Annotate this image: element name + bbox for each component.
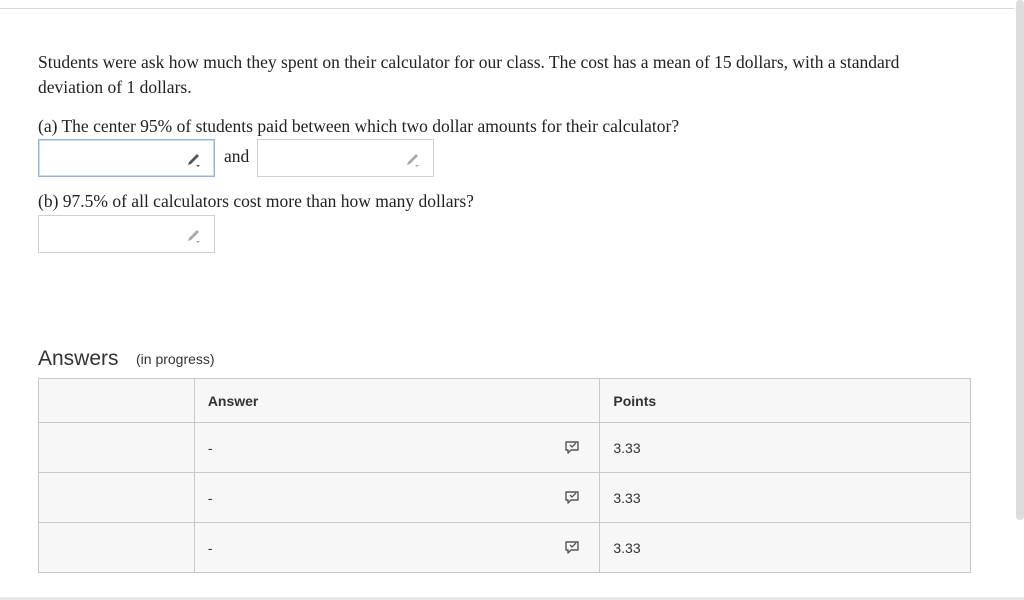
question-part-a: (a) The center 95% of students paid between which two dollar amounts for their calculator? xyxy=(38,116,680,136)
answers-status: (in progress) xyxy=(136,351,215,367)
header-cell-label xyxy=(39,379,195,423)
page-scrollbar[interactable] xyxy=(1016,0,1024,520)
row-answer: - xyxy=(207,439,213,456)
row-answer-cell xyxy=(194,423,600,473)
pencil-icon[interactable] xyxy=(186,151,204,167)
and-label: and xyxy=(224,146,250,166)
answer-b-field[interactable] xyxy=(38,215,215,253)
feedback-icon[interactable] xyxy=(564,489,582,505)
pencil-icon[interactable] xyxy=(405,151,423,167)
question-intro: Students were ask how much they spent on their calculator for our class. The cost has a mean of 15 dollars, with a standard deviation of 1 dollars. xyxy=(38,52,900,97)
row-answer-cell xyxy=(194,473,600,523)
table-row xyxy=(39,473,971,523)
top-divider xyxy=(0,8,1014,9)
row-points: 3.33 xyxy=(600,523,971,573)
header-cell-points: Points xyxy=(600,379,971,423)
question-part-b: (b) 97.5% of all calculators cost more than how many dollars? xyxy=(38,191,474,211)
feedback-icon[interactable] xyxy=(564,439,582,455)
header-cell-answer: Answer xyxy=(194,379,600,423)
row-answer: - xyxy=(207,489,213,506)
answer-a-high-input[interactable] xyxy=(266,141,400,177)
row-label xyxy=(39,423,195,473)
row-points: 3.33 xyxy=(600,423,971,473)
table-row xyxy=(39,523,971,573)
feedback-icon[interactable] xyxy=(564,539,582,555)
answers-table xyxy=(38,378,971,573)
row-label xyxy=(39,473,195,523)
pencil-icon[interactable] xyxy=(186,227,204,243)
table-header-row xyxy=(39,379,971,423)
answer-a-low-input[interactable] xyxy=(47,141,181,177)
row-points: 3.33 xyxy=(600,473,971,523)
row-answer-cell xyxy=(194,523,600,573)
answers-heading: Answers xyxy=(38,347,119,370)
table-row xyxy=(39,423,971,473)
answer-b-input[interactable] xyxy=(47,217,181,253)
answer-a-high-field[interactable] xyxy=(257,139,434,177)
answer-a-low-field[interactable] xyxy=(38,139,215,177)
row-answer: - xyxy=(207,539,213,556)
row-label xyxy=(39,523,195,573)
